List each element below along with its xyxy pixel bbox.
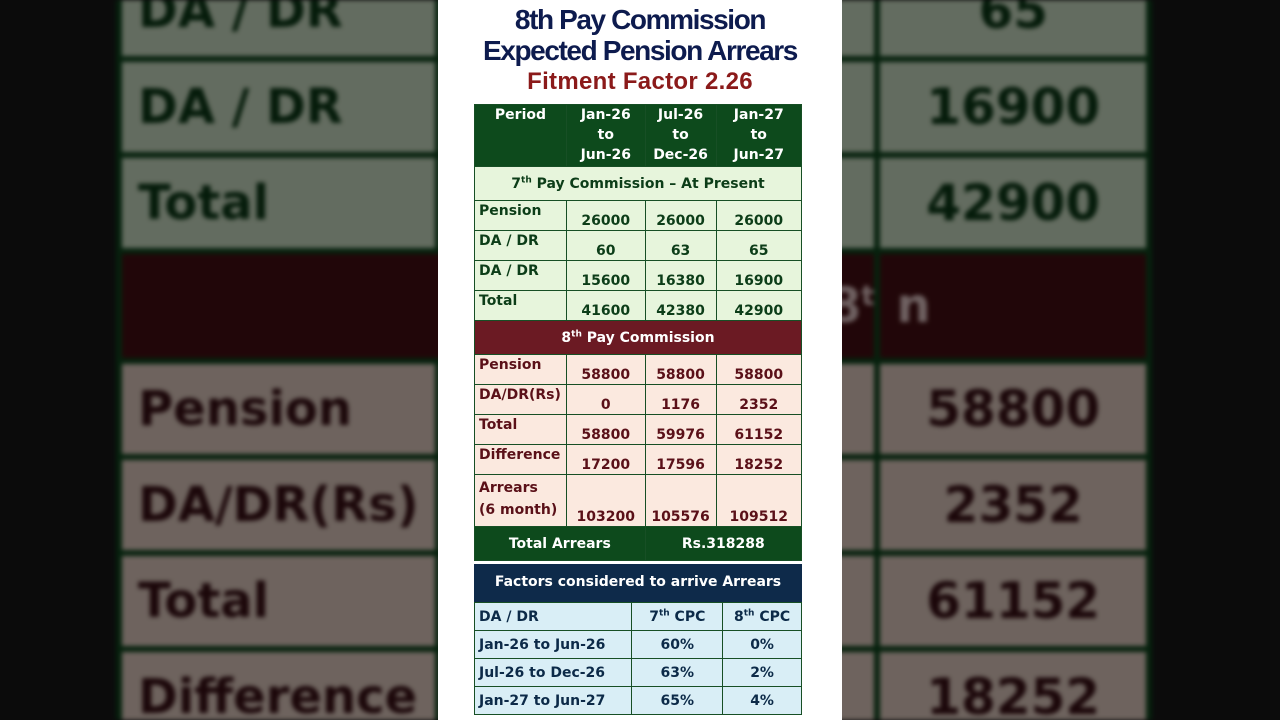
cell-value: 17200 xyxy=(566,445,645,475)
total-arrears-row xyxy=(475,527,802,561)
cell-value: 42900 xyxy=(716,291,802,321)
factors-col-8cpc: 8th CPC xyxy=(723,603,802,631)
cell-value: 59976 xyxy=(645,415,716,445)
title-line-1: 8th Pay Commission xyxy=(514,4,766,35)
arrears-row xyxy=(475,475,802,527)
cell-value: 26000 xyxy=(566,201,645,231)
table-row xyxy=(475,231,802,261)
cell-value: 18252 xyxy=(716,445,802,475)
section-7th-cpc-header: 7th Pay Commission – At Present xyxy=(475,167,802,201)
factors-table xyxy=(474,602,802,715)
table-header-row xyxy=(475,105,802,167)
factors-row xyxy=(475,659,802,687)
cell-value: 58800 xyxy=(566,415,645,445)
cell-value: 16380 xyxy=(645,261,716,291)
total-arrears-value: Rs.318288 xyxy=(645,527,801,561)
factors-8cpc-value: 0% xyxy=(723,631,802,659)
factors-title: Factors considered to arrive Arrears xyxy=(474,564,802,602)
cell-value: 16900 xyxy=(716,261,802,291)
factors-7cpc-value: 65% xyxy=(632,687,723,715)
pension-table xyxy=(474,104,802,561)
cell-value: 105576 xyxy=(645,475,716,527)
fitment-factor-subtitle: Fitment Factor 2.26 xyxy=(527,68,753,95)
title-line-2: Expected Pension Arrears xyxy=(483,35,797,66)
table-row xyxy=(475,445,802,475)
period-col-3: Jan-27 to Jun-27 xyxy=(716,105,802,167)
table-row xyxy=(475,201,802,231)
table-row xyxy=(475,291,802,321)
row-label: Pension xyxy=(475,355,567,385)
factors-period: Jan-27 to Jun-27 xyxy=(475,687,632,715)
row-label: DA / DR xyxy=(475,261,567,291)
content-card xyxy=(438,0,842,720)
row-label: Pension xyxy=(475,201,567,231)
period-header: Period xyxy=(475,105,567,167)
factors-col-7cpc: 7th CPC xyxy=(632,603,723,631)
title-block xyxy=(438,0,842,98)
table-row xyxy=(475,385,802,415)
factors-7cpc-value: 60% xyxy=(632,631,723,659)
row-label: Total xyxy=(475,291,567,321)
factors-col-da: DA / DR xyxy=(475,603,632,631)
cell-value: 41600 xyxy=(566,291,645,321)
cell-value: 65 xyxy=(716,231,802,261)
cell-value: 0 xyxy=(566,385,645,415)
cell-value: 60 xyxy=(566,231,645,261)
factors-period: Jan-26 to Jun-26 xyxy=(475,631,632,659)
cell-value: 42380 xyxy=(645,291,716,321)
cell-value: 63 xyxy=(645,231,716,261)
cell-value: 58800 xyxy=(645,355,716,385)
row-label: Total xyxy=(475,415,567,445)
cell-value: 103200 xyxy=(566,475,645,527)
cell-value: 109512 xyxy=(716,475,802,527)
total-arrears-label: Total Arrears xyxy=(475,527,646,561)
cell-value: 26000 xyxy=(645,201,716,231)
table-row xyxy=(475,415,802,445)
factors-8cpc-value: 4% xyxy=(723,687,802,715)
factors-period: Jul-26 to Dec-26 xyxy=(475,659,632,687)
period-col-2: Jul-26 to Dec-26 xyxy=(645,105,716,167)
row-label: DA / DR xyxy=(475,231,567,261)
factors-header-row xyxy=(475,603,802,631)
cell-value: 58800 xyxy=(716,355,802,385)
table-row xyxy=(475,355,802,385)
row-label: DA/DR(Rs) xyxy=(475,385,567,415)
cell-value: 58800 xyxy=(566,355,645,385)
cell-value: 1176 xyxy=(645,385,716,415)
row-label: Arrears (6 month) xyxy=(475,475,567,527)
factors-8cpc-value: 2% xyxy=(723,659,802,687)
row-label: Difference xyxy=(475,445,567,475)
table-row xyxy=(475,261,802,291)
section-8th-cpc-header: 8th Pay Commission xyxy=(475,321,802,355)
cell-value: 26000 xyxy=(716,201,802,231)
factors-row xyxy=(475,631,802,659)
cell-value: 2352 xyxy=(716,385,802,415)
factors-row xyxy=(475,687,802,715)
period-col-1: Jan-26 to Jun-26 xyxy=(566,105,645,167)
cell-value: 15600 xyxy=(566,261,645,291)
factors-7cpc-value: 63% xyxy=(632,659,723,687)
cell-value: 17596 xyxy=(645,445,716,475)
cell-value: 61152 xyxy=(716,415,802,445)
